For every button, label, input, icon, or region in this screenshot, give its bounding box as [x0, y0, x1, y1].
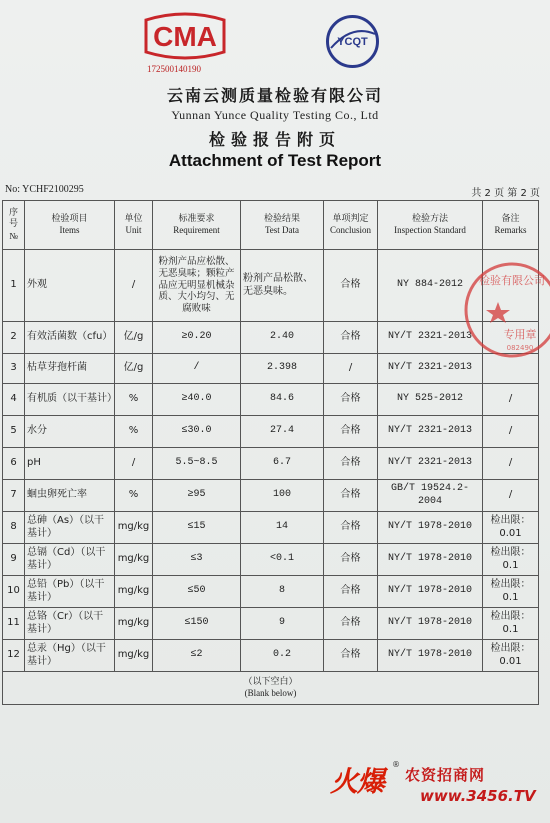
unit-cell: mg/kg: [115, 608, 153, 640]
item-cell: 蛔虫卵死亡率: [25, 480, 115, 512]
cma-logo: [140, 10, 230, 62]
header-no: 序号 №: [3, 201, 25, 250]
remarks-cell: [483, 354, 539, 384]
result-cell: 粉剂产品松散、无恶臭味。: [241, 250, 324, 322]
table-row: [3, 576, 539, 608]
table-row: [3, 384, 539, 416]
conclusion-cell: 合格: [324, 480, 378, 512]
item-cell: 有机质（以干基计）: [25, 384, 115, 416]
method-cell: GB/T 19524.2-2004: [378, 480, 483, 512]
remarks-cell: [483, 322, 539, 354]
table-row: [3, 640, 539, 672]
remarks-cell: 检出限：0.01: [483, 640, 539, 672]
conclusion-cell: 合格: [324, 416, 378, 448]
header-unit: 单位 Unit: [115, 201, 153, 250]
requirement-cell: ≥95: [153, 480, 241, 512]
unit-cell: 亿/g: [115, 322, 153, 354]
conclusion-cell: 合格: [324, 512, 378, 544]
unit-cell: mg/kg: [115, 544, 153, 576]
unit-cell: %: [115, 416, 153, 448]
watermark-url: www.3456.TV: [420, 787, 536, 805]
requirement-cell: 粉剂产品应松散、无恶臭味；颗粒产品应无明显机械杂质、大小均匀、无腐败味: [153, 250, 241, 322]
result-cell: 0.2: [241, 640, 324, 672]
conclusion-cell: 合格: [324, 384, 378, 416]
table-row: [3, 448, 539, 480]
result-cell: 84.6: [241, 384, 324, 416]
method-cell: NY/T 2321-2013: [378, 354, 483, 384]
requirement-cell: ≤150: [153, 608, 241, 640]
row-number: 2: [3, 322, 25, 354]
conclusion-cell: /: [324, 354, 378, 384]
header-test-data: 检验结果 Test Data: [241, 201, 324, 250]
watermark-text: 农资招商网: [405, 766, 486, 784]
method-cell: NY 884-2012: [378, 250, 483, 322]
item-cell: 总铬（Cr）（以干基计）: [25, 608, 115, 640]
remarks-cell: /: [483, 480, 539, 512]
requirement-cell: ≤50: [153, 576, 241, 608]
method-cell: NY/T 1978-2010: [378, 640, 483, 672]
requirement-cell: ≤2: [153, 640, 241, 672]
row-number: 11: [3, 608, 25, 640]
svg-text:YCQT: YCQT: [337, 36, 368, 48]
result-cell: 9: [241, 608, 324, 640]
watermark-brand: 火爆: [330, 765, 385, 798]
conclusion-cell: 合格: [324, 576, 378, 608]
blank-below-row: [3, 672, 539, 705]
unit-cell: /: [115, 250, 153, 322]
row-number: 6: [3, 448, 25, 480]
unit-cell: /: [115, 448, 153, 480]
table-header-row: [3, 201, 539, 250]
method-cell: NY/T 2321-2013: [378, 448, 483, 480]
conclusion-cell: 合格: [324, 322, 378, 354]
requirement-cell: ≥0.20: [153, 322, 241, 354]
ycqt-logo: [325, 14, 380, 69]
remarks-cell: /: [483, 448, 539, 480]
report-title-cn: 检验报告附页: [208, 130, 341, 149]
row-number: 3: [3, 354, 25, 384]
remarks-cell: /: [483, 416, 539, 448]
company-name-en: Yunnan Yunce Quality Testing Co., Ltd: [171, 108, 379, 122]
conclusion-cell: 合格: [324, 544, 378, 576]
result-cell: 14: [241, 512, 324, 544]
conclusion-cell: 合格: [324, 608, 378, 640]
page-number: 共 2 页 第 2 页: [471, 188, 540, 199]
table-row: [3, 480, 539, 512]
blank-below-en: (Blank below): [244, 688, 297, 698]
result-cell: 6.7: [241, 448, 324, 480]
remarks-cell: 检出限：0.1: [483, 544, 539, 576]
table-row: [3, 250, 539, 322]
blank-below-note: [3, 672, 539, 705]
unit-cell: mg/kg: [115, 640, 153, 672]
row-number: 8: [3, 512, 25, 544]
remarks-cell: /: [483, 384, 539, 416]
conclusion-cell: 合格: [324, 250, 378, 322]
report-number: No: YCHF2100295: [5, 184, 84, 195]
method-cell: NY/T 1978-2010: [378, 544, 483, 576]
requirement-cell: ≥40.0: [153, 384, 241, 416]
result-cell: 2.398: [241, 354, 324, 384]
header-conclusion: 单项判定 Conclusion: [324, 201, 378, 250]
remarks-cell: 检出限：0.1: [483, 576, 539, 608]
result-cell: 2.40: [241, 322, 324, 354]
requirement-cell: ≤3: [153, 544, 241, 576]
item-cell: 枯草芽孢杆菌: [25, 354, 115, 384]
header-items: 检验项目 Items: [25, 201, 115, 250]
header-remarks: 备注 Remarks: [483, 201, 539, 250]
item-cell: 总汞（Hg）（以干基计）: [25, 640, 115, 672]
result-cell: 27.4: [241, 416, 324, 448]
svg-text:专用章: 专用章: [503, 328, 537, 341]
item-cell: 总砷（As）（以干基计）: [25, 512, 115, 544]
result-cell: <0.1: [241, 544, 324, 576]
result-cell: 8: [241, 576, 324, 608]
conclusion-cell: 合格: [324, 448, 378, 480]
table-row: [3, 544, 539, 576]
remarks-cell: 检出限：0.01: [483, 512, 539, 544]
row-number: 12: [3, 640, 25, 672]
item-cell: 有效活菌数（cfu）: [25, 322, 115, 354]
row-number: 5: [3, 416, 25, 448]
item-cell: pH: [25, 448, 115, 480]
report-title-en: Attachment of Test Report: [168, 151, 382, 170]
remarks-cell: 检出限：0.1: [483, 608, 539, 640]
method-cell: NY/T 1978-2010: [378, 576, 483, 608]
item-cell: 总镉（Cd）（以干基计）: [25, 544, 115, 576]
conclusion-cell: 合格: [324, 640, 378, 672]
unit-cell: 亿/g: [115, 354, 153, 384]
unit-cell: mg/kg: [115, 576, 153, 608]
row-number: 10: [3, 576, 25, 608]
requirement-cell: ≤15: [153, 512, 241, 544]
table-row: [3, 416, 539, 448]
method-cell: NY 525-2012: [378, 384, 483, 416]
table-row: [3, 322, 539, 354]
item-cell: 水分: [25, 416, 115, 448]
row-number: 7: [3, 480, 25, 512]
unit-cell: %: [115, 384, 153, 416]
method-cell: NY/T 2321-2013: [378, 416, 483, 448]
table-row: [3, 354, 539, 384]
method-cell: NY/T 1978-2010: [378, 608, 483, 640]
registered-mark: ®: [392, 760, 400, 769]
test-results-table: [2, 200, 539, 705]
method-cell: NY/T 2321-2013: [378, 322, 483, 354]
requirement-cell: 5.5~8.5: [153, 448, 241, 480]
svg-text:检验有限公司: 检验有限公司: [479, 274, 545, 287]
svg-text:082490: 082490: [506, 344, 534, 352]
remarks-cell: [483, 250, 539, 322]
item-cell: 总铅（Pb）（以干基计）: [25, 576, 115, 608]
table-row: [3, 608, 539, 640]
unit-cell: %: [115, 480, 153, 512]
row-number: 9: [3, 544, 25, 576]
requirement-cell: /: [153, 354, 241, 384]
row-number: 4: [3, 384, 25, 416]
company-name-cn: 云南云测质量检验有限公司: [166, 86, 383, 105]
unit-cell: mg/kg: [115, 512, 153, 544]
header-requirement: 标准要求 Requirement: [153, 201, 241, 250]
item-cell: 外观: [25, 250, 115, 322]
blank-below-cn: （以下空白）: [243, 676, 298, 687]
requirement-cell: ≤30.0: [153, 416, 241, 448]
row-number: 1: [3, 250, 25, 322]
table-row: [3, 512, 539, 544]
header-inspection-standard: 检验方法 Inspection Standard: [378, 201, 483, 250]
result-cell: 100: [241, 480, 324, 512]
method-cell: NY/T 1978-2010: [378, 512, 483, 544]
svg-text:CMA: CMA: [153, 21, 217, 52]
cma-number: 172500140190: [147, 64, 201, 74]
